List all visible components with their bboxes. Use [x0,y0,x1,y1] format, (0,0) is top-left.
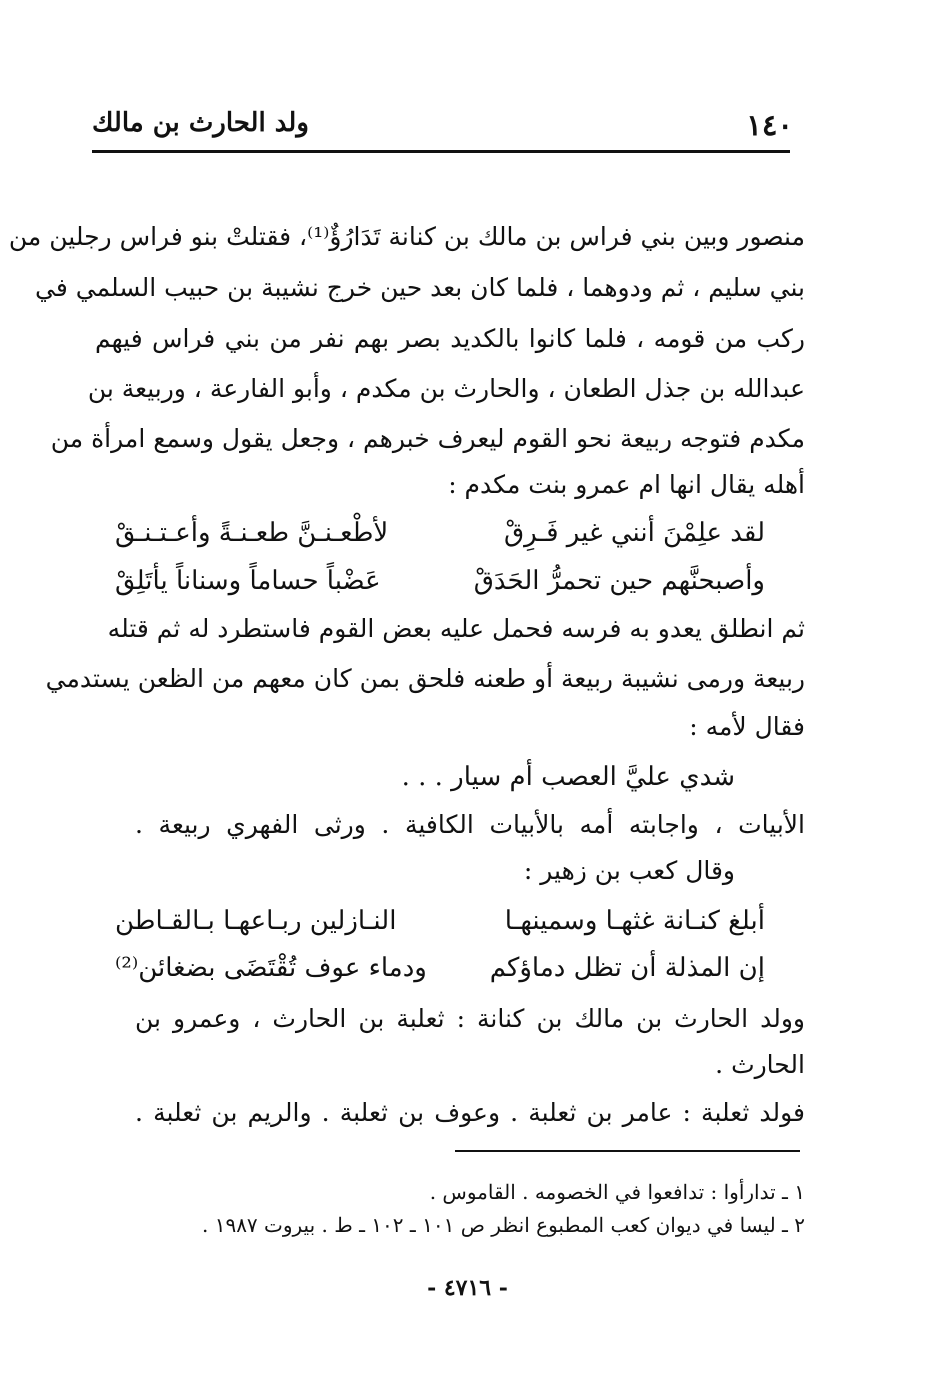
paragraph-line: ركب من قومه ، فلما كانوا بالكديد بصر بهم نفر من بني فراس فيهم [95,324,805,353]
paragraph-line: فولد ثعلبة : عامر بن ثعلبة . وعوف بن ثعلبة . والريم بن ثعلبة . [135,1098,805,1127]
verse-hemistich-first: وأصبحنَّهم حين تحمرُّ الحَدَقْ [473,566,765,596]
paragraph-line: عبدالله بن جذل الطعان ، والحارث بن مكدم ، وأبو الفارعة ، وربيعة بن [87,374,805,403]
paragraph-line: وقال كعب بن زهير : [523,856,735,885]
verse-hemistich-second: لأطْعـنـنَّ طعـنـةً وأعـتـنـقْ [115,518,389,548]
paragraph-line: ثم انطلق يعدو به فرسه فحمل عليه بعض القوم فاستطرد له ثم قتله [107,614,805,643]
verse-line [115,518,765,548]
verse-hemistich-second: عَضْباً حساماً وسناناً يأتَلِقْ [115,566,381,596]
verse-hemistich-first: أبلغ كنـانة غثهـا وسمينهـا [504,906,765,936]
paragraph-line: الأبيات ، واجابته أمه بالأبيات الكافية . ورثى الفهري ربيعة . [135,810,805,839]
paragraph-line: أهله يقال انها ام عمرو بنت مكدم : [448,470,805,499]
verse-hemistich-first: لقد علِمْنَ أنني غير فَـرِقْ [503,518,765,548]
verse-hemistich-second: النـازلين ربـاعهـا بـالقـاطن [115,906,397,936]
verse-line [115,906,765,936]
verse-fragment: شدي عليَّ العصب أم سيار . . . [401,762,735,792]
paragraph-line: الحارث . [715,1050,805,1079]
footer-page-number: - ٤٧١٦ - [427,1275,508,1301]
paragraph-line: ربيعة ورمى نشيبة ربيعة أو طعنه فلحق بمن كان معهم من الظعن يستدمي [45,664,805,693]
footnote: ١ ـ تدارأوا : تدافعوا في الخصومه . القاموس . [429,1180,805,1204]
paragraph-line: فقال لأمه : [689,712,805,741]
header-page-number: ١٤٠ [746,108,793,142]
verse-line [115,953,765,983]
paragraph-line: بني سليم ، ثم ودوهما ، فلما كان بعد حين خرج نشيبة بن حبيب السلمي في [35,273,805,302]
footnote-rule [455,1150,800,1152]
verse-hemistich-second: ودماء عوف تُقْتَضَى بضغائن⁽²⁾ [115,953,427,983]
header-chapter-title: ولد الحارث بن مالك [92,108,309,138]
verse-line [115,566,765,596]
footnote: ٢ ـ ليسا في ديوان كعب المطبوع انظر ص ١٠١ ـ ١٠٢ ـ ط . بيروت ١٩٨٧ . [201,1213,805,1237]
paragraph-line: وولد الحارث بن مالك بن كنانة : ثعلبة بن الحارث ، وعمرو بن [135,1004,805,1033]
paragraph-line: مكدم فتوجه ربيعة نحو القوم ليعرف خبرهم ، وجعل يقول وسمع امرأة من [50,424,805,453]
verse-hemistich-first: إن المذلة أن تظل دماؤكم [489,953,765,983]
header-rule [92,150,790,153]
paragraph-line: منصور وبين بني فراس بن مالك بن كنانة تَدَارُؤٌ⁽¹⁾، فقتلتْ بنو فراس رجلين من [8,222,805,251]
